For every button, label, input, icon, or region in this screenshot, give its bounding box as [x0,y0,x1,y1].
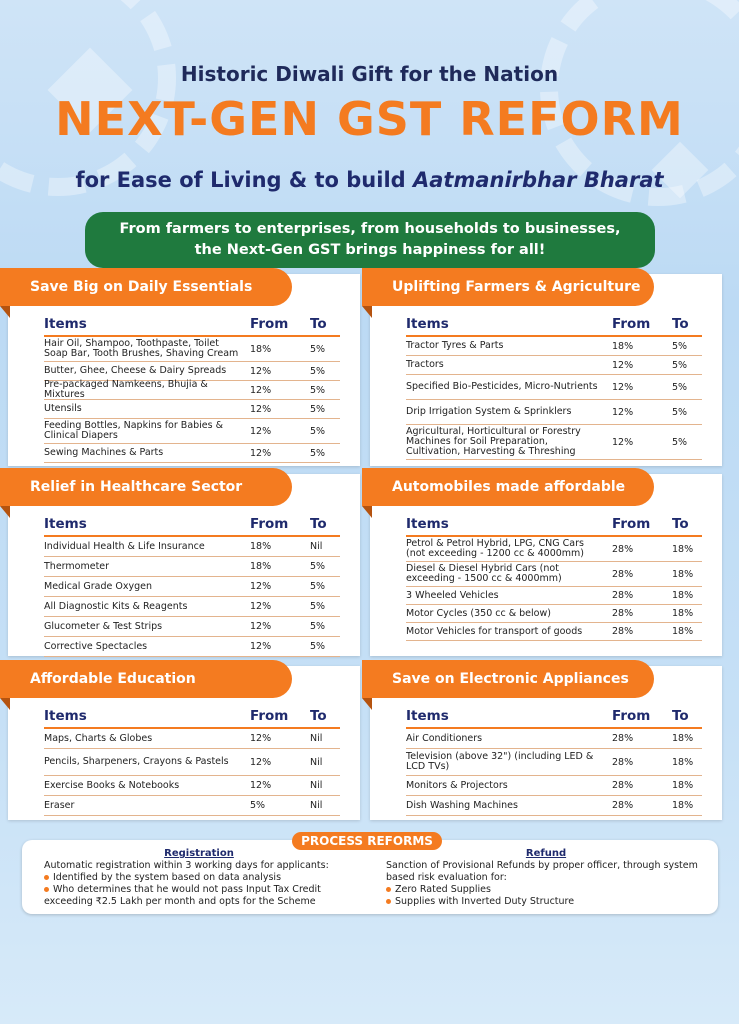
rate-to: 18% [672,543,694,555]
table-row [406,623,702,641]
rate-table [406,708,702,816]
item-name: Exercise Books & Notebooks [44,779,180,791]
col-from-header: From [250,708,289,724]
rate-from: 12% [250,425,272,437]
category-card [8,274,360,466]
rate-from: 28% [612,568,634,580]
rate-to: Nil [310,800,323,811]
tagline-plain: for Ease of Living & to build [75,168,413,192]
table-header [44,708,340,729]
col-from-header: From [612,708,651,724]
rate-to: Nil [310,756,323,768]
rate-to: 5% [672,406,688,418]
col-from-header: From [612,516,651,532]
page-title: NEXT-GEN GST REFORM [55,92,684,146]
item-name: 3 Wheeled Vehicles [406,589,499,601]
rate-from: 28% [612,800,634,811]
refund-column [386,848,706,908]
table-header [406,708,702,729]
item-name: Tractor Tyres & Parts [406,340,504,351]
col-to-header: To [672,316,689,332]
table-row [406,375,702,400]
registration-intro: Automatic registration within 3 working days for applicants: [44,860,329,871]
header-subtitle: Historic Diwali Gift for the Nation [180,62,559,86]
table-row [406,796,702,816]
col-to-header: To [672,516,689,532]
registration-column [44,848,354,908]
item-name: Agricultural, Horticultural or Forestry Machines for Soil Preparation, Cultivation, Harvesting & Threshing [406,426,581,457]
rate-from: 12% [250,365,272,377]
table-header [406,516,702,537]
rate-to: 5% [310,425,326,437]
table-row [406,562,702,587]
rate-to: 5% [310,384,326,396]
rate-from: 18% [612,340,634,352]
rate-table [44,516,340,657]
rate-from: 28% [612,543,634,555]
rate-from: 28% [612,626,634,637]
item-name: Air Conditioners [406,732,483,744]
rate-to: 5% [672,359,688,371]
table-row [406,749,702,776]
category-card [370,666,722,820]
happiness-banner [85,212,655,268]
table-row [44,577,340,597]
table-row [44,796,340,816]
category-card [8,666,360,820]
category-card [370,274,722,466]
col-to-header: To [310,708,327,724]
rate-to: 18% [672,800,694,811]
rate-from: 12% [250,780,272,791]
item-name: Diesel & Diesel Hybrid Cars (not exceeding - 1500 cc & 4000mm) [406,563,562,584]
table-row [406,537,702,562]
rate-to: 18% [672,590,694,601]
item-name: Monitors & Projectors [406,779,508,791]
rate-to: 18% [672,626,694,637]
rate-from: 28% [612,590,634,601]
rate-table [406,316,702,460]
col-from-header: From [250,316,289,332]
card-title: Affordable Education [0,660,292,698]
rate-to: 5% [672,381,688,393]
rate-to: Nil [310,780,323,791]
rate-to: 5% [310,581,326,592]
bullet-icon [386,887,391,892]
rate-from: 28% [612,608,634,619]
card-title: Uplifting Farmers & Agriculture [362,268,654,306]
rate-from: 12% [250,384,272,396]
rate-to: Nil [310,733,323,744]
item-name: Motor Vehicles for transport of goods [406,625,583,637]
item-name: Pre-packaged Namkeens, Bhujia & Mixtures [44,379,208,400]
item-name: Specified Bio-Pesticides, Micro-Nutrients [406,381,598,392]
item-name: All Diagnostic Kits & Reagents [44,600,188,612]
item-name: Individual Health & Life Insurance [44,540,205,552]
rate-to: 5% [310,641,326,652]
rate-from: 12% [250,403,272,415]
item-name: Hair Oil, Shampoo, Toothpaste, Toilet Soap Bar, Tooth Brushes, Shaving Cream [44,338,239,359]
item-name: Drip Irrigation System & Sprinklers [406,406,572,417]
banner-line: the Next-Gen GST brings happiness for all! [194,242,546,258]
rate-from: 12% [250,641,272,652]
table-row [406,337,702,356]
tagline-italic: Aatmanirbhar Bharat [413,168,664,192]
bullet-icon [44,875,49,880]
table-row [44,381,340,400]
table-row [44,419,340,444]
table-row [44,400,340,419]
rate-from: 12% [250,621,272,632]
registration-heading: Registration [164,848,234,859]
rate-from: 5% [250,800,266,811]
rate-to: 5% [672,340,688,352]
rate-from: 12% [612,406,634,418]
rate-to: 5% [672,436,688,448]
item-name: Medical Grade Oxygen [44,580,153,592]
category-card [370,474,722,656]
rate-from: 12% [250,601,272,612]
rate-to: 18% [672,608,694,619]
table-row [44,729,340,749]
item-name: Dish Washing Machines [406,799,518,811]
table-row [406,425,702,460]
col-items-header: Items [406,516,449,532]
item-name: Utensils [44,403,82,414]
bullet-icon [44,887,49,892]
rate-to: 18% [672,733,694,744]
rate-from: 18% [250,541,272,552]
bullet-icon [386,899,391,904]
col-from-header: From [612,316,651,332]
item-name: Maps, Charts & Globes [44,732,153,744]
rate-from: 12% [612,381,634,393]
rate-from: 12% [612,436,634,448]
item-name: Pencils, Sharpeners, Crayons & Pastels [44,756,229,767]
category-card [8,474,360,656]
table-row [406,587,702,605]
col-from-header: From [250,516,289,532]
col-to-header: To [672,708,689,724]
rate-from: 12% [250,756,272,768]
table-header [44,516,340,537]
table-header [44,316,340,337]
item-name: Motor Cycles (350 cc & below) [406,607,551,619]
rate-to: 5% [310,403,326,415]
card-title: Save Big on Daily Essentials [0,268,292,306]
rate-to: Nil [310,541,323,552]
col-items-header: Items [44,516,87,532]
rate-from: 28% [612,733,634,744]
rate-from: 12% [250,447,272,459]
item-name: Feeding Bottles, Napkins for Babies & Clinical Diapers [44,420,224,441]
rate-to: 18% [672,568,694,580]
rate-to: 5% [310,621,326,632]
table-row [406,776,702,796]
rate-to: 18% [672,756,694,768]
item-name: Eraser [44,799,75,811]
col-items-header: Items [406,316,449,332]
table-row [44,637,340,657]
table-row [44,337,340,362]
item-name: Television (above 32") (including LED & LCD TVs) [406,751,594,772]
rate-to: 5% [310,365,326,377]
col-items-header: Items [406,708,449,724]
card-title: Automobiles made affordable [362,468,654,506]
rate-from: 12% [250,581,272,592]
item-name: Tractors [406,359,444,370]
rate-to: 18% [672,780,694,791]
header-tagline [0,168,739,192]
table-row [406,605,702,623]
card-title: Relief in Healthcare Sector [0,468,292,506]
refund-bullet: Zero Rated Supplies [386,884,706,896]
rate-to: 5% [310,561,326,572]
rate-table [406,516,702,641]
rate-from: 28% [612,756,634,768]
rate-from: 18% [250,343,272,355]
process-reforms-tag: PROCESS REFORMS [292,832,442,850]
registration-bullet: Who determines that he would not pass Input Tax Credit exceeding ₹2.5 Lakh per month and opts for the Scheme [44,884,321,907]
item-name: Butter, Ghee, Cheese & Dairy Spreads [44,365,227,376]
rate-to: 5% [310,447,326,459]
rate-from: 18% [250,561,272,572]
rate-to: 5% [310,343,326,355]
banner-line: From farmers to enterprises, from households to businesses, [119,221,621,237]
col-to-header: To [310,516,327,532]
rate-to: 5% [310,601,326,612]
rate-from: 12% [612,359,634,371]
item-name: Thermometer [44,560,110,572]
col-items-header: Items [44,708,87,724]
item-name: Corrective Spectacles [44,640,148,652]
table-row [44,557,340,577]
table-row [44,597,340,617]
table-row [44,749,340,776]
table-row [406,356,702,375]
table-row [44,776,340,796]
table-header [406,316,702,337]
refund-heading: Refund [525,848,567,859]
rate-table [44,708,340,816]
refund-bullet: Supplies with Inverted Duty Structure [386,896,706,908]
table-row [44,537,340,557]
item-name: Sewing Machines & Parts [44,447,164,458]
item-name: Glucometer & Test Strips [44,620,163,632]
refund-intro: Sanction of Provisional Refunds by proper officer, through system based risk evaluation for: [386,860,698,883]
item-name: Petrol & Petrol Hybrid, LPG, CNG Cars (not exceeding - 1200 cc & 4000mm) [406,538,584,559]
rate-table [44,316,340,463]
col-to-header: To [310,316,327,332]
table-row [406,729,702,749]
registration-bullet: Identified by the system based on data analysis [44,872,354,884]
table-row [406,400,702,425]
table-row [44,444,340,463]
col-items-header: Items [44,316,87,332]
table-row [44,617,340,637]
rate-from: 12% [250,733,272,744]
rate-from: 28% [612,780,634,791]
card-title: Save on Electronic Appliances [362,660,654,698]
